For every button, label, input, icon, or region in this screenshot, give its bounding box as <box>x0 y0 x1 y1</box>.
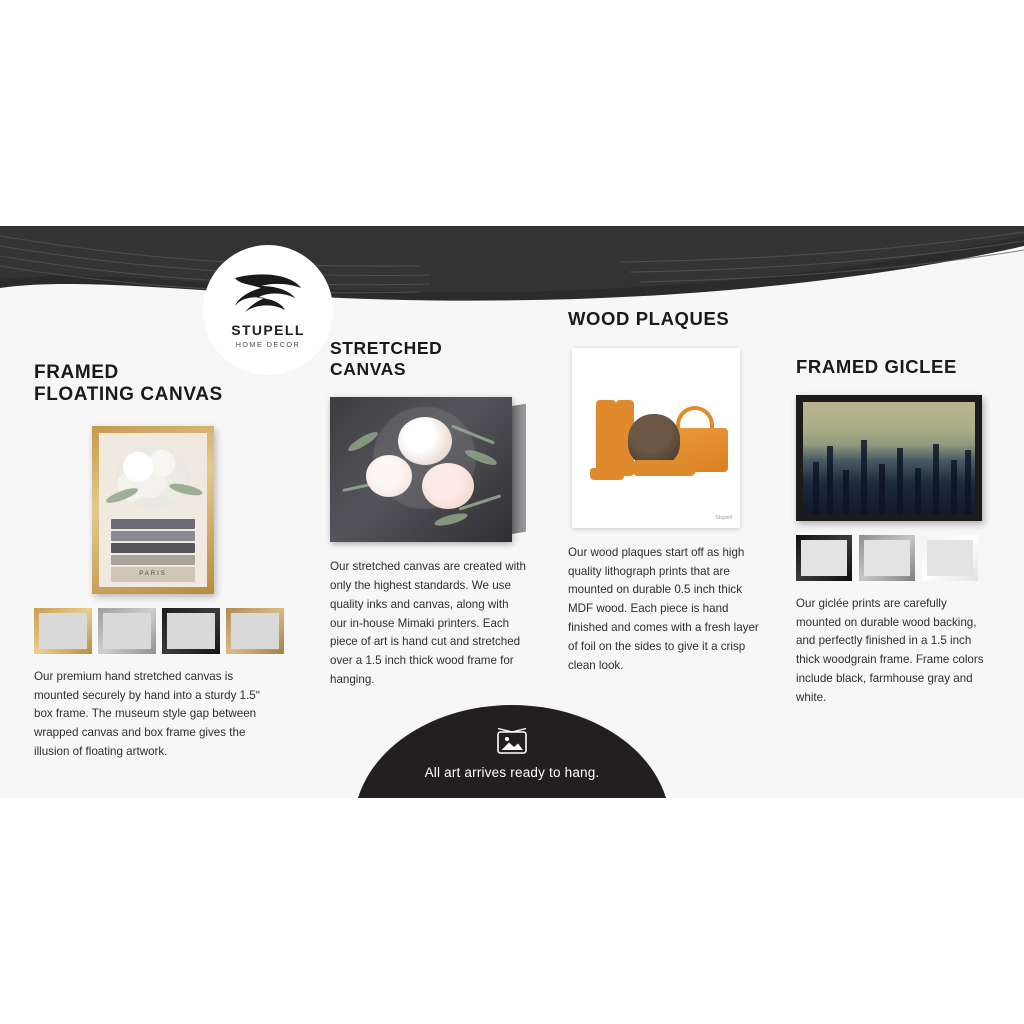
brand-logo-badge <box>203 245 333 375</box>
column-title-line2: CANVAS <box>330 358 407 379</box>
product-construction-panel <box>0 226 1024 798</box>
column-body: Our premium hand stretched canvas is mounted securely by hand into a sturdy 1.5ʺ box frame. The museum style gap between wrapped canvas and box frame gives the illusion of floating artwork. <box>34 669 260 758</box>
rose-left <box>366 455 412 497</box>
column-title <box>796 356 996 378</box>
artist-signature: Stupell <box>715 514 732 521</box>
column-body: Our stretched canvas are created with only the highest standards. We use quality inks and canvas, along with our in-house Mimaki printers. Each piece of art is hand cut and stretched over a 1.5 inch thick wood frame for hanging. <box>330 560 526 686</box>
frame-color-swatches <box>20 608 302 654</box>
swatch-gold[interactable] <box>34 608 92 654</box>
column-title-line1: WOOD PLAQUES <box>568 308 730 329</box>
giclee-frame-swatches <box>796 535 996 581</box>
column-title-line1: FRAMED GICLEE <box>796 356 957 377</box>
rose-top <box>398 417 452 465</box>
swatch-black[interactable] <box>162 608 220 654</box>
column-stretched-canvas <box>330 338 528 690</box>
swatch-wood[interactable] <box>226 608 284 654</box>
stupell-swoosh-icon <box>231 272 305 320</box>
frame-swatch-gray[interactable] <box>859 535 915 581</box>
decorative-wave-top <box>0 226 1024 316</box>
column-title-line1: FRAMED <box>34 362 119 383</box>
book-label: PARIS <box>111 567 195 582</box>
canvas-side-edge <box>510 404 526 535</box>
swatch-gray[interactable] <box>98 608 156 654</box>
column-title-line2: FLOATING CANVAS <box>34 384 223 406</box>
brand-tagline: HOME DECOR <box>235 339 301 349</box>
artwork-stretched-canvas <box>330 397 526 542</box>
column-title-line1: STRETCHED <box>330 338 443 358</box>
column-framed-giclee <box>796 356 996 708</box>
column-body: Our wood plaques start off as high quality lithograph prints that are mounted on durable 0.5 inch thick MDF wood. Each piece is hand finished and comes with a fresh layer of foil on the sides to give it a crisp clean look. <box>568 545 759 672</box>
artwork-wood-plaque <box>572 348 740 528</box>
brand-name: STUPELL <box>231 321 305 338</box>
frame-swatch-black[interactable] <box>796 535 852 581</box>
hydrangea-bouquet <box>116 447 190 509</box>
puppy <box>628 414 680 466</box>
column-body: Our giclée prints are carefully mounted on durable wood backing, and perfectly finished in a 1.5 inch thick woodgrain frame. Frame colors include black, farmhouse gray and white. <box>796 596 984 704</box>
stacked-books <box>111 519 195 577</box>
rose-right <box>422 463 474 509</box>
ready-to-hang-text: All art arrives ready to hang. <box>424 765 600 780</box>
column-wood-plaques <box>568 308 764 675</box>
column-framed-floating-canvas <box>34 362 302 762</box>
framed-photo-icon <box>495 727 529 757</box>
column-title <box>330 338 528 379</box>
artwork-framed-floating-canvas <box>92 426 214 594</box>
column-title <box>568 308 764 330</box>
ready-to-hang-banner <box>354 705 670 798</box>
artwork-framed-giclee <box>796 395 982 521</box>
frame-swatch-white[interactable] <box>922 535 978 581</box>
